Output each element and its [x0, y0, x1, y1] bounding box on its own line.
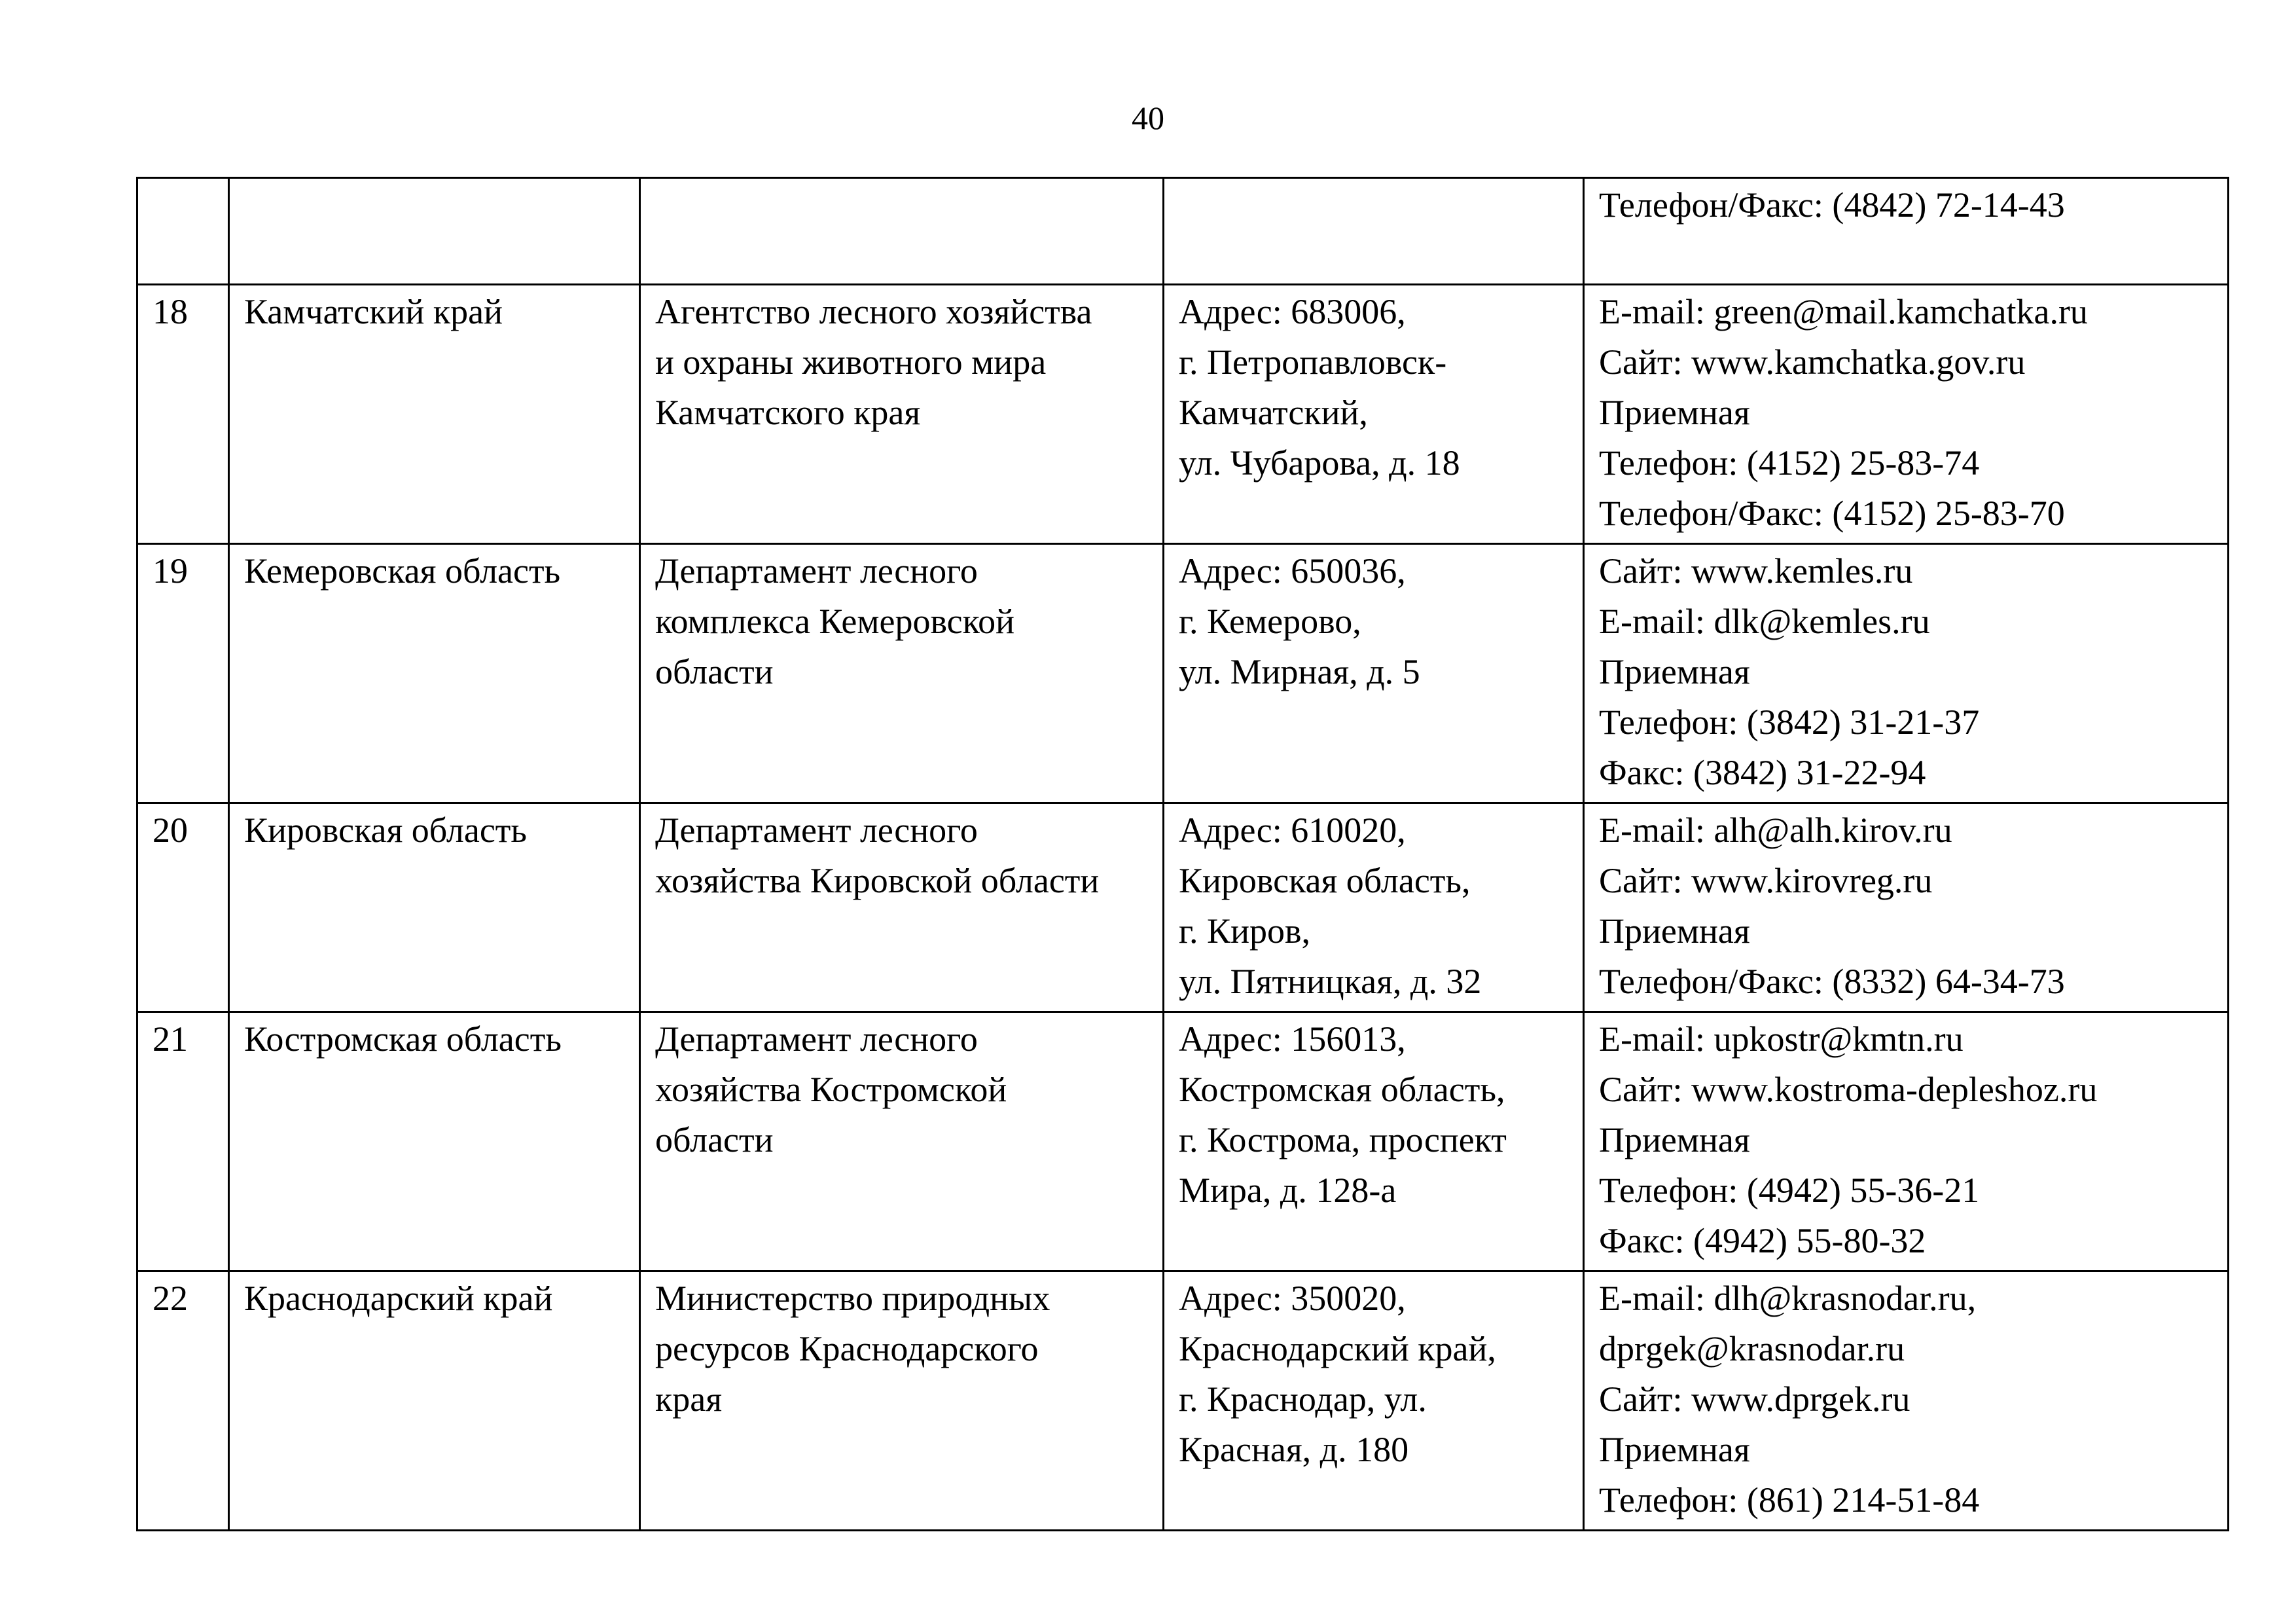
row-number-cell: [137, 178, 229, 285]
organization-line: края: [655, 1379, 723, 1419]
email-line: E-mail: alh@alh.kirov.ru: [1599, 811, 1952, 850]
row-number-cell: 22: [137, 1271, 229, 1531]
contact-line: Приемная: [1599, 1430, 1750, 1469]
organization-line: области: [655, 1120, 774, 1159]
organization-line: Агентство лесного хозяйства: [655, 292, 1092, 331]
address-line: Адрес: 650036,: [1179, 551, 1406, 591]
organization-line: области: [655, 652, 774, 691]
organization-line: Камчатского края: [655, 393, 921, 432]
page-number: 40: [1132, 100, 1164, 136]
address-line: Камчатский,: [1179, 393, 1368, 432]
address-line: г. Краснодар, ул.: [1179, 1379, 1427, 1419]
address-line: г. Кострома, проспект: [1179, 1120, 1507, 1159]
contacts-cell: [1584, 1271, 2229, 1531]
contact-line: Приемная: [1599, 393, 1750, 432]
fax-line: Факс: (3842) 31-22-94: [1599, 753, 1926, 792]
contact-line: Приемная: [1599, 1120, 1750, 1159]
contacts-cell: [1584, 544, 2229, 803]
address-line: Краснодарский край,: [1179, 1329, 1496, 1368]
row-number-cell: 20: [137, 803, 229, 1012]
email-line: dprgek@krasnodar.ru: [1599, 1329, 1905, 1368]
address-cell: [1164, 1012, 1584, 1271]
organization-cell: [640, 803, 1164, 1012]
contacts-cell: [1584, 803, 2229, 1012]
address-line: Костромская область,: [1179, 1070, 1505, 1109]
organization-line: комплекса Кемеровской: [655, 602, 1015, 641]
region-cell: Краснодарский край: [229, 1271, 640, 1531]
phone-line: Телефон: (861) 214-51-84: [1599, 1480, 1980, 1520]
organization-cell: [640, 1271, 1164, 1531]
address-line: г. Кемерово,: [1179, 602, 1361, 641]
organization-cell: [640, 1012, 1164, 1271]
region-cell: Камчатский край: [229, 285, 640, 544]
region-cell: Костромская область: [229, 1012, 640, 1271]
organization-line: хозяйства Кировской области: [655, 861, 1100, 900]
organization-cell: [640, 178, 1164, 285]
website-line: Сайт: www.dprgek.ru: [1599, 1379, 1910, 1419]
address-line: Мира, д. 128-а: [1179, 1171, 1397, 1210]
phone-fax-line: Телефон/Факс: (4152) 25-83-70: [1599, 494, 2065, 533]
region-cell: Кемеровская область: [229, 544, 640, 803]
email-line: E-mail: dlh@krasnodar.ru,: [1599, 1279, 1977, 1318]
phone-line: Телефон: (4942) 55-36-21: [1599, 1171, 1980, 1210]
email-line: E-mail: upkostr@kmtn.ru: [1599, 1019, 1964, 1059]
organization-cell: [640, 544, 1164, 803]
contact-line: Приемная: [1599, 652, 1750, 691]
address-line: Адрес: 156013,: [1179, 1019, 1406, 1059]
address-cell: [1164, 544, 1584, 803]
organization-cell: [640, 285, 1164, 544]
organization-line: и охраны животного мира: [655, 342, 1047, 382]
organization-line: Департамент лесного: [655, 551, 978, 591]
address-line: ул. Пятницкая, д. 32: [1179, 962, 1482, 1001]
table-row: [137, 1012, 2229, 1271]
row-number-cell: 19: [137, 544, 229, 803]
email-line: E-mail: dlk@kemles.ru: [1599, 602, 1930, 641]
address-line: Кировская область,: [1179, 861, 1471, 900]
table-row: [137, 803, 2229, 1012]
address-line: Красная, д. 180: [1179, 1430, 1409, 1469]
table-row-continuation: [137, 178, 2229, 285]
fax-line: Факс: (4942) 55-80-32: [1599, 1221, 1926, 1260]
address-line: Адрес: 683006,: [1179, 292, 1406, 331]
address-line: ул. Мирная, д. 5: [1179, 652, 1420, 691]
address-line: ул. Чубарова, д. 18: [1179, 443, 1460, 483]
website-line: Сайт: www.kemles.ru: [1599, 551, 1913, 591]
address-cell: [1164, 1271, 1584, 1531]
contact-line: Телефон/Факс: (4842) 72-14-43: [1599, 185, 2065, 225]
organization-line: Министерство природных: [655, 1279, 1050, 1318]
address-line: Адрес: 610020,: [1179, 811, 1406, 850]
organization-line: Департамент лесного: [655, 811, 978, 850]
address-line: г. Киров,: [1179, 911, 1310, 951]
organization-line: ресурсов Краснодарского: [655, 1329, 1039, 1368]
row-number-cell: 18: [137, 285, 229, 544]
phone-line: Телефон: (4152) 25-83-74: [1599, 443, 1980, 483]
email-line: E-mail: green@mail.kamchatka.ru: [1599, 292, 2088, 331]
website-line: Сайт: www.kostroma-depleshoz.ru: [1599, 1070, 2098, 1109]
table-row: [137, 544, 2229, 803]
contact-line: Приемная: [1599, 911, 1750, 951]
address-cell: [1164, 285, 1584, 544]
address-line: г. Петропавловск-: [1179, 342, 1447, 382]
region-cell: [229, 178, 640, 285]
phone-fax-line: Телефон/Факс: (8332) 64-34-73: [1599, 962, 2065, 1001]
contacts-cell: [1584, 178, 2229, 285]
address-cell: [1164, 178, 1584, 285]
table-row: [137, 285, 2229, 544]
contacts-cell: [1584, 1012, 2229, 1271]
website-line: Сайт: www.kamchatka.gov.ru: [1599, 342, 2026, 382]
row-number-cell: 21: [137, 1012, 229, 1271]
address-cell: [1164, 803, 1584, 1012]
table-row: [137, 1271, 2229, 1531]
phone-line: Телефон: (3842) 31-21-37: [1599, 702, 1980, 742]
website-line: Сайт: www.kirovreg.ru: [1599, 861, 1933, 900]
organization-line: хозяйства Костромской: [655, 1070, 1007, 1109]
address-line: Адрес: 350020,: [1179, 1279, 1406, 1318]
forestry-agencies-table: [136, 177, 2229, 1531]
region-cell: Кировская область: [229, 803, 640, 1012]
contacts-cell: [1584, 285, 2229, 544]
organization-line: Департамент лесного: [655, 1019, 978, 1059]
